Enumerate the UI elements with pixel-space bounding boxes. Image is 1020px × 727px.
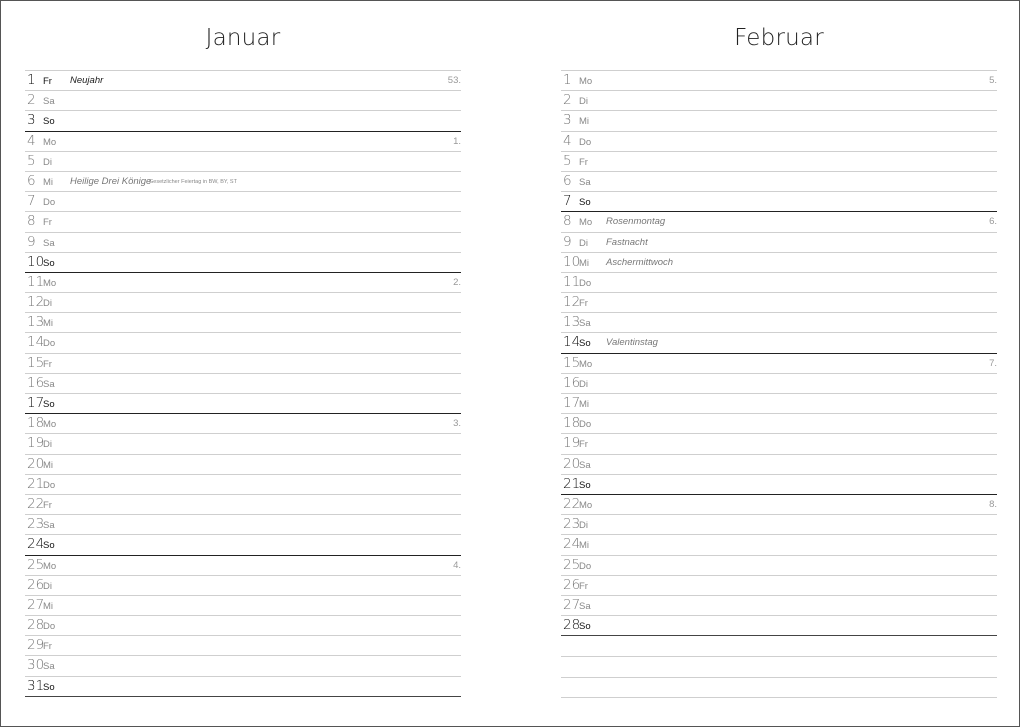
weekday-label: So [579, 197, 591, 209]
week-number: 6. [989, 216, 997, 228]
day-row[interactable] [25, 413, 461, 433]
day-number: 24 [27, 536, 45, 553]
day-number: 4 [563, 132, 572, 149]
blank-note-line[interactable] [561, 677, 997, 697]
weekday-label: Mi [579, 116, 590, 128]
day-row[interactable] [561, 474, 997, 494]
weekday-label: Mi [579, 540, 590, 552]
day-number: 1 [563, 72, 572, 88]
day-row[interactable] [561, 292, 997, 312]
event-label: Neujahr [70, 75, 104, 86]
day-number: 30 [27, 657, 45, 674]
weekday-label: Do [579, 419, 592, 431]
day-row[interactable] [25, 110, 461, 130]
weekday-label: Fr [579, 156, 588, 168]
weekday-label: Fr [43, 641, 52, 653]
blank-note-line [561, 697, 997, 698]
day-number: 7 [27, 193, 36, 210]
day-number: 13 [563, 314, 581, 331]
day-number: 17 [563, 395, 581, 411]
day-row[interactable] [561, 232, 997, 252]
day-number: 1 [27, 72, 36, 88]
day-number: 20 [563, 455, 581, 472]
weekday-label: So [43, 540, 55, 552]
day-number: 5 [27, 152, 36, 169]
day-row[interactable] [561, 353, 997, 373]
day-row[interactable] [561, 191, 997, 211]
day-number: 4 [27, 132, 36, 149]
weekday-label: Do [43, 338, 56, 350]
weekday-label: Do [579, 277, 592, 289]
weekday-label: Mi [579, 257, 590, 269]
weekday-label: So [43, 116, 55, 128]
day-number: 7 [563, 193, 572, 210]
day-number: 2 [27, 92, 36, 109]
day-row[interactable] [25, 474, 461, 494]
day-row[interactable] [561, 272, 997, 292]
day-row[interactable] [25, 211, 461, 231]
day-number: 14 [563, 334, 581, 351]
day-number: 27 [27, 596, 45, 613]
day-number: 20 [27, 455, 45, 472]
day-row[interactable] [25, 676, 461, 696]
weekday-label: Sa [579, 318, 591, 330]
day-row[interactable] [25, 131, 461, 151]
event-label: Valentinstag [606, 337, 658, 349]
day-row[interactable] [25, 635, 461, 655]
day-number: 28 [27, 617, 45, 634]
day-number: 15 [563, 354, 581, 371]
day-row[interactable] [25, 353, 461, 373]
weekday-label: Sa [43, 661, 55, 673]
day-row[interactable] [561, 131, 997, 151]
day-row[interactable] [25, 292, 461, 312]
day-row[interactable] [25, 655, 461, 675]
weekday-label: Sa [579, 459, 591, 471]
weekday-label: Mo [579, 499, 593, 511]
blank-note-line[interactable] [561, 636, 997, 656]
weekday-label: Mo [43, 560, 57, 572]
day-number: 26 [27, 576, 45, 593]
day-number: 24 [563, 536, 581, 553]
weekday-label: Fr [579, 298, 588, 310]
month-title: Januar [205, 25, 281, 51]
day-number: 9 [27, 233, 36, 250]
blank-note-line[interactable] [561, 656, 997, 676]
day-number: 8 [27, 213, 36, 230]
day-number: 11 [563, 273, 581, 290]
day-number: 19 [27, 435, 45, 452]
weekday-label: So [579, 479, 591, 491]
day-row[interactable] [561, 151, 997, 171]
day-number: 12 [563, 294, 581, 311]
weekday-label: Fr [43, 499, 52, 511]
day-row[interactable] [561, 595, 997, 615]
day-number: 16 [563, 374, 581, 391]
day-row[interactable] [561, 373, 997, 393]
day-number: 25 [563, 556, 581, 573]
weekday-label: Mo [43, 419, 57, 431]
day-number: 16 [27, 374, 45, 391]
weekday-label: Mi [43, 176, 54, 188]
weekday-label: So [43, 399, 55, 410]
weekday-label: Sa [43, 378, 55, 390]
weekday-label: Do [579, 560, 592, 572]
weekday-label: Mo [579, 217, 593, 229]
month-end-divider [25, 696, 461, 697]
day-number: 9 [563, 233, 572, 250]
day-list [561, 70, 997, 698]
day-number: 27 [563, 596, 581, 613]
day-row[interactable] [25, 191, 461, 211]
weekday-label: Sa [43, 520, 55, 532]
weekday-label: Fr [43, 76, 52, 87]
weekday-label: Di [43, 298, 52, 310]
event-label: Heilige Drei Könige [70, 175, 152, 187]
weekday-label: Di [43, 156, 52, 168]
day-row[interactable] [561, 615, 997, 635]
day-row[interactable] [25, 393, 461, 413]
weekday-label: Sa [579, 176, 591, 188]
event-label: Rosenmontag [606, 216, 666, 228]
day-number: 21 [563, 475, 581, 492]
event-label: Fastnacht [606, 236, 648, 248]
day-row[interactable] [561, 393, 997, 413]
day-row[interactable] [561, 70, 997, 90]
day-number: 23 [27, 516, 45, 533]
weekday-label: Mi [579, 399, 590, 410]
day-number: 8 [563, 213, 572, 230]
day-row[interactable] [561, 413, 997, 433]
day-number: 25 [27, 556, 45, 573]
weekday-label: Mo [579, 358, 593, 370]
day-row[interactable] [561, 252, 997, 272]
week-number: 2. [453, 276, 461, 288]
weekday-label: Mo [43, 136, 57, 148]
weekday-label: Mi [43, 600, 54, 612]
weekday-label: Sa [579, 600, 591, 612]
day-row[interactable] [25, 70, 461, 90]
month-title: Februar [734, 25, 824, 51]
weekday-label: Di [43, 439, 52, 451]
day-number: 15 [27, 354, 45, 371]
day-number: 31 [27, 677, 45, 694]
weekday-label: Fr [43, 358, 52, 370]
day-row[interactable] [561, 433, 997, 453]
weekday-label: Do [43, 621, 56, 633]
day-row[interactable] [25, 514, 461, 534]
weekday-label: Mo [43, 277, 57, 289]
day-row[interactable] [25, 90, 461, 110]
weekday-label: Sa [43, 237, 55, 249]
weekday-label: So [579, 621, 591, 633]
weekday-label: Di [579, 237, 588, 249]
week-number: 8. [989, 498, 997, 510]
weekday-label: Do [579, 136, 592, 148]
weekday-label: Fr [43, 217, 52, 229]
week-number: 53. [447, 75, 461, 86]
day-number: 5 [563, 152, 572, 169]
weekday-label: Mi [43, 459, 54, 471]
day-row[interactable] [25, 575, 461, 595]
weekday-label: Di [579, 520, 588, 532]
weekday-label: Do [43, 479, 56, 491]
day-number: 21 [27, 475, 45, 492]
week-number: 3. [453, 418, 461, 430]
day-row[interactable] [561, 454, 997, 474]
day-row[interactable] [561, 312, 997, 332]
day-row[interactable] [561, 90, 997, 110]
day-row[interactable] [25, 171, 461, 191]
week-number: 1. [453, 135, 461, 147]
day-number: 14 [27, 334, 45, 351]
weekday-label: So [43, 257, 55, 269]
weekday-label: Do [43, 197, 56, 209]
day-number: 17 [27, 395, 45, 411]
week-number: 4. [453, 559, 461, 571]
day-row[interactable] [25, 494, 461, 514]
weekday-label: Di [579, 378, 588, 390]
day-row[interactable] [561, 494, 997, 514]
day-number: 22 [27, 495, 45, 512]
day-number: 13 [27, 314, 45, 331]
day-row[interactable] [25, 595, 461, 615]
day-number: 18 [27, 415, 45, 432]
day-number: 2 [563, 92, 572, 109]
day-number: 6 [563, 172, 572, 189]
weekday-label: Di [43, 580, 52, 592]
event-label: Aschermittwoch [606, 256, 674, 268]
day-row[interactable] [561, 555, 997, 575]
day-row[interactable] [25, 151, 461, 171]
day-number: 19 [563, 435, 581, 452]
day-row[interactable] [25, 373, 461, 393]
day-row[interactable] [561, 211, 997, 231]
day-row[interactable] [25, 433, 461, 453]
weekday-label: So [579, 338, 591, 350]
day-row[interactable] [561, 171, 997, 191]
weekday-label: So [43, 681, 55, 693]
day-number: 23 [563, 516, 581, 533]
weekday-label: Sa [43, 96, 55, 108]
day-list [25, 70, 461, 697]
day-number: 10 [27, 253, 45, 270]
day-number: 3 [27, 112, 36, 129]
day-number: 6 [27, 172, 36, 189]
day-row[interactable] [561, 110, 997, 130]
event-note: Gesetzlicher Feiertag in BW, BY, ST [149, 178, 237, 185]
day-row[interactable] [25, 272, 461, 292]
day-row[interactable] [25, 615, 461, 635]
day-row[interactable] [561, 514, 997, 534]
day-row[interactable] [561, 575, 997, 595]
week-number: 5. [989, 75, 997, 86]
weekday-label: Fr [579, 439, 588, 451]
day-row[interactable] [25, 312, 461, 332]
weekday-label: Di [579, 96, 588, 108]
day-number: 28 [563, 617, 581, 634]
weekday-label: Fr [579, 580, 588, 592]
day-number: 11 [27, 273, 45, 290]
day-number: 18 [563, 415, 581, 432]
day-row[interactable] [25, 332, 461, 352]
day-number: 22 [563, 495, 581, 512]
day-row[interactable] [25, 555, 461, 575]
weekday-label: Mi [43, 318, 54, 330]
day-row[interactable] [561, 332, 997, 352]
day-row[interactable] [25, 534, 461, 554]
weekday-label: Mo [579, 76, 593, 87]
day-row[interactable] [25, 232, 461, 252]
week-number: 7. [989, 357, 997, 369]
day-number: 3 [563, 112, 572, 129]
day-number: 12 [27, 294, 45, 311]
day-number: 29 [27, 637, 45, 654]
day-row[interactable] [25, 252, 461, 272]
day-row[interactable] [561, 534, 997, 554]
day-row[interactable] [25, 454, 461, 474]
day-number: 10 [563, 253, 581, 270]
day-number: 26 [563, 576, 581, 593]
